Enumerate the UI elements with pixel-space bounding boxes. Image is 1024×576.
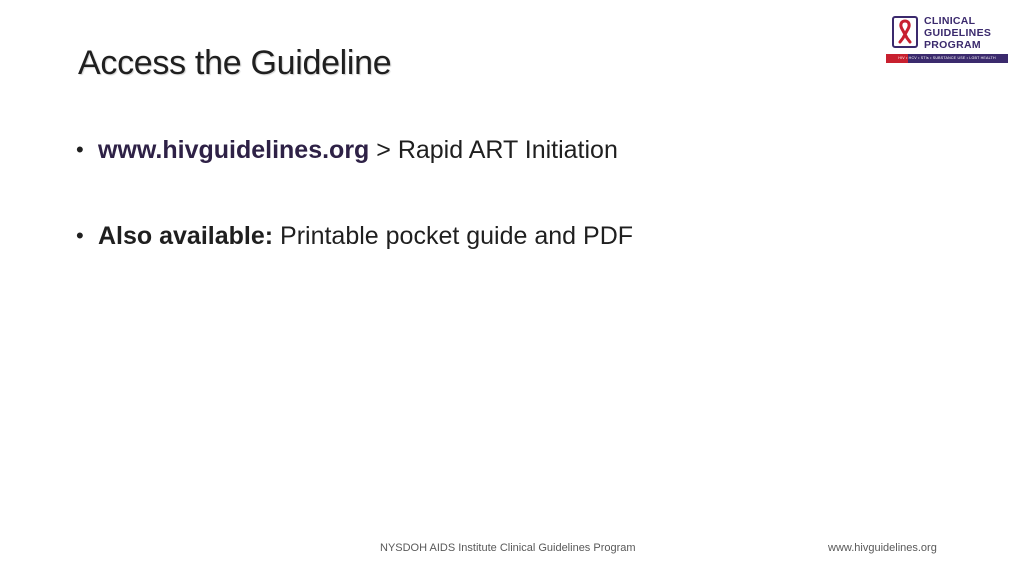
footer-program-name: NYSDOH AIDS Institute Clinical Guidelines Program	[380, 542, 636, 554]
logo-wordmark	[924, 15, 991, 51]
footer-website: www.hivguidelines.org	[828, 542, 937, 554]
bullet-also-available	[74, 216, 633, 256]
website-link[interactable]: www.hivguidelines.org	[98, 136, 370, 164]
bullet-list	[74, 130, 633, 256]
bullet-website-text: > Rapid ART Initiation	[369, 136, 618, 164]
also-available-label: Also available:	[98, 222, 274, 250]
bullet-marker: •	[76, 223, 84, 248]
clinical-guidelines-logo	[886, 14, 1008, 64]
logo-line-3: PROGRAM	[924, 39, 981, 51]
bullet-website	[74, 130, 633, 170]
bullet-marker: •	[76, 137, 84, 162]
also-available-text: Printable pocket guide and PDF	[273, 222, 634, 250]
logo-line-2: GUIDELINES	[924, 27, 992, 39]
red-ribbon-icon	[892, 16, 918, 48]
logo-tagline: HIV • HCV • STIs • SUBSTANCE USE • LGBT HEALTH	[886, 54, 1008, 63]
logo-line-1: CLINICAL	[924, 15, 976, 27]
slide-title: Access the Guideline	[78, 44, 392, 82]
